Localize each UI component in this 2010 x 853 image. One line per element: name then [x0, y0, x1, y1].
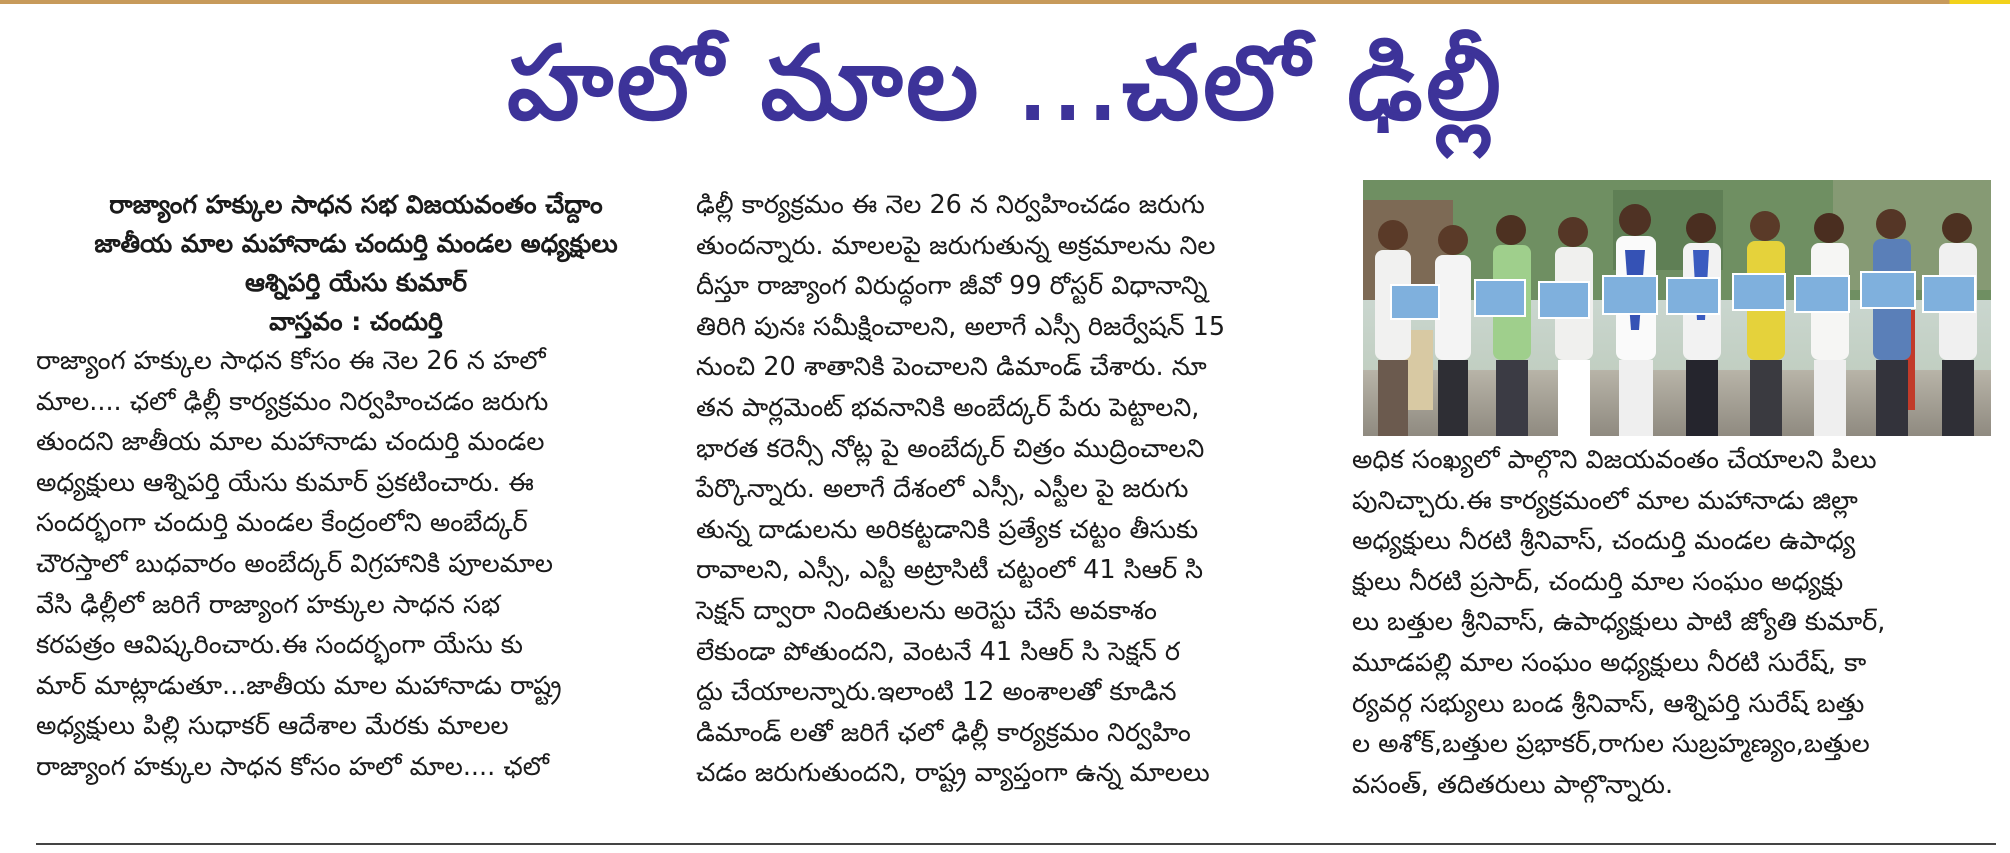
column-1 — [36, 185, 676, 788]
group-photo-illustration — [1363, 180, 1991, 436]
body-line: తుందని జాతీయ మాల మహానాడు చందుర్తి మండల — [36, 427, 545, 458]
body-line: ల అశోక్,బత్తుల ప్రభాకర్,రాగుల సుబ్రహ్మణ్యం,బత్తుల — [1352, 729, 1870, 760]
body-line: తిరిగి పునః సమీక్షించాలని, అలాగే ఎస్సీ రిజర్వేషన్ 15 — [696, 311, 1226, 342]
body-line: పునిచ్చారు.ఈ కార్యక్రమంలో మాల మహానాడు జిల్లా — [1352, 485, 1858, 516]
body-line: పేర్కొన్నారు. అలాగే దేశంలో ఎస్సీ, ఎస్టీల పై జరుగు — [696, 474, 1189, 505]
body-line: ర్యవర్గ సభ్యులు బండ శ్రీనివాస్, ఆశ్నిపర్తి సురేష్ బత్తు — [1352, 688, 1865, 719]
body-line: మూడపల్లి మాల సంఘం అధ్యక్షులు నీరటి సురేష్, కా — [1352, 647, 1867, 678]
top-rule — [0, 0, 2010, 4]
bottom-rule — [36, 843, 1996, 845]
body-line: నుంచి 20 శాతానికి పెంచాలని డిమాండ్ చేశారు. నూ — [696, 352, 1207, 383]
body-line: రాజ్యాంగ హక్కుల సాధన కోసం ఈ నెల 26 న హలో — [36, 346, 546, 376]
lead-line: ఆశ్నిపర్తి యేసు కుమార్ — [244, 268, 468, 297]
column-2 — [696, 185, 1336, 794]
body-line: తున్న దాడులను అరికట్టడానికి ప్రత్యేక చట్టం తీసుకు — [696, 514, 1199, 545]
body-line: చౌరస్తాలో బుధవారం అంబేద్కర్ విగ్రహానికి పూలమాల — [36, 548, 554, 579]
body-line: అధిక సంఖ్యలో పాల్గొని విజయవంతం చేయాలని పిలు — [1352, 445, 1877, 475]
body-line: దీస్తూ రాజ్యాంగ విరుద్ధంగా జీవో 99 రోస్టర్ విధానాన్ని — [696, 271, 1208, 302]
lead-line: జాతీయ మాల మహానాడు చందుర్తి మండల అధ్యక్షులు — [94, 229, 618, 258]
lead-line: రాజ్యాంగ హక్కుల సాధన సభ విజయవంతం చేద్దాం — [109, 190, 603, 219]
body-line: రాజ్యాంగ హక్కుల సాధన కోసం హలో మాల.... ఛలో — [36, 751, 549, 782]
body-line: తుందన్నారు. మాలలపై జరుగుతున్న అక్రమాలను నిల — [696, 230, 1216, 261]
body-line: అధ్యక్షులు నీరటి శ్రీనివాస్, చందుర్తి మండల ఉపాధ్య — [1352, 526, 1856, 557]
body-line: మార్ మాట్లాడుతూ...జాతీయ మాల మహానాడు రాష్ట్ర — [36, 670, 562, 701]
body-line: వేసి ఢిల్లీలో జరిగే రాజ్యాంగ హక్కుల సాధన సభ — [36, 589, 501, 620]
body-line: రావాలని, ఎస్సీ, ఎస్టీ అట్రాసిటీ చట్టంలో 41 సిఆర్ సి — [696, 555, 1204, 586]
body-line: తన పార్లమెంట్ భవనానికి అంబేద్కర్ పేరు పెట్టాలని, — [696, 392, 1200, 423]
body-line: ద్దు చేయాలన్నారు.ఇలాంటి 12 అంశాలతో కూడిన — [696, 677, 1177, 708]
body-line: అధ్యక్షులు పిల్లి సుధాకర్ ఆదేశాల మేరకు మాలల — [36, 711, 509, 742]
body-line: సెక్షన్ ద్వారా నిందితులను అరెస్టు చేసే అవకాశం — [696, 595, 1157, 626]
body-line: క్షులు నీరటి ప్రసాద్, చందుర్తి మాల సంఘం అధ్యక్షు — [1352, 566, 1844, 597]
body-line: కరపత్రం ఆవిష్కరించారు.ఈ సందర్భంగా యేసు కు — [36, 630, 523, 661]
body-line: లు బత్తుల శ్రీనివాస్, ఉపాధ్యక్షులు పాటి జ్యోతి కుమార్, — [1352, 607, 1886, 638]
body-line: అధ్యక్షులు ఆశ్నిపర్తి యేసు కుమార్ ప్రకటించారు. ఈ — [36, 467, 534, 498]
body-line: మాల.... ఛలో ఢిల్లీ కార్యక్రమం నిర్వహించడం జరుగు — [36, 386, 549, 417]
body-line: వసంత్, తదితరులు పాల్గొన్నారు. — [1352, 769, 1674, 800]
column-3-text — [1352, 440, 1885, 805]
dateline: వాస్తవం : చందుర్తి — [269, 307, 443, 336]
body-line: లేకుండా పోతుందని, వెంటనే 41 సిఆర్ సి సెక్షన్ ర — [696, 636, 1181, 667]
news-photo — [1363, 180, 1991, 436]
lead-block — [36, 185, 676, 341]
body-line: సందర్భంగా చందుర్తి మండల కేంద్రంలోని అంబేద్కర్ — [36, 508, 528, 539]
body-line: భారత కరెన్సీ నోట్ల పై అంబేద్కర్ చిత్రం ముద్రించాలని — [696, 433, 1205, 464]
body-line: ఢిల్లీ కార్యక్రమం ఈ నెల 26 న నిర్వహించడం జరుగు — [696, 190, 1205, 220]
body-line: డిమాండ్ లతో జరిగే ఛలో ఢిల్లీ కార్యక్రమం నిర్వహిం — [696, 717, 1191, 748]
headline: హలో మాల ...చలో ఢిల్లీ — [506, 22, 1504, 144]
body-line: చడం జరుగుతుందని, రాష్ట్ర వ్యాప్తంగా ఉన్న మాలలు — [696, 758, 1210, 789]
